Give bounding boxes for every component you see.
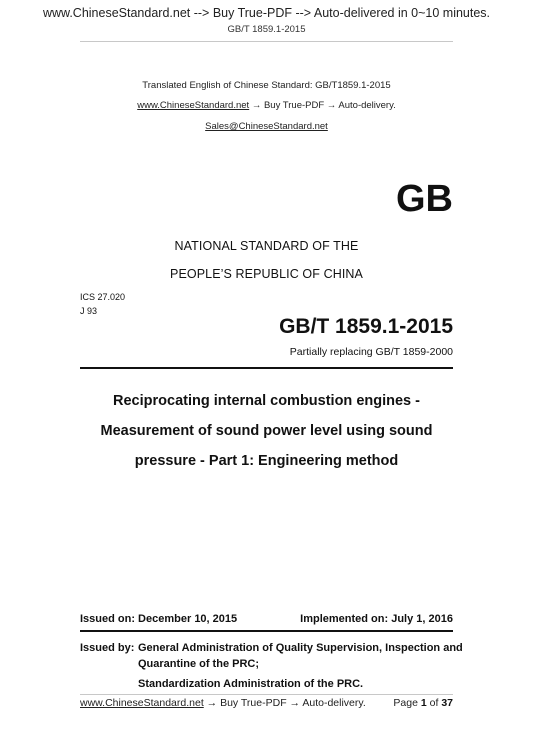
- page-indicator: [393, 697, 453, 709]
- title-divider: [80, 367, 453, 369]
- top-banner: www.ChineseStandard.net --> Buy True-PDF --> Auto-delivered in 0~10 minutes.: [42, 6, 491, 20]
- page-label: Page: [393, 697, 418, 709]
- national-standard-line1: NATIONAL STANDARD OF THE: [174, 239, 359, 253]
- footer-site-link[interactable]: www.ChineseStandard.net: [80, 697, 204, 709]
- footer: [80, 697, 453, 709]
- standard-number: GB/T 1859.1-2015: [279, 315, 453, 338]
- gb-mark: GB: [396, 178, 453, 220]
- footer-rest: → Buy True-PDF → Auto-delivery.: [206, 697, 366, 709]
- national-standard-line2: PEOPLE’S REPUBLIC OF CHINA: [170, 267, 363, 281]
- implemented-date: Implemented on: July 1, 2016: [300, 613, 453, 625]
- title-line-2: Measurement of sound power level using sound: [100, 423, 433, 439]
- issued-date: Issued on: December 10, 2015: [80, 613, 238, 625]
- issuer-line-3: Standardization Administration of the PRC.: [138, 678, 364, 690]
- replacing-note: Partially replacing GB/T 1859-2000: [289, 346, 453, 358]
- page-total: 37: [441, 697, 453, 709]
- translation-line: Translated English of Chinese Standard: GB/T1859.1-2015: [142, 80, 391, 91]
- header-divider: [80, 41, 453, 42]
- issuer-line-1: General Administration of Quality Supervision, Inspection and: [138, 642, 463, 654]
- site-link[interactable]: www.ChineseStandard.net: [137, 100, 250, 111]
- translation-link-rest: → Buy True-PDF → Auto-delivery.: [251, 100, 396, 111]
- issuer-label: Issued by:: [80, 642, 135, 654]
- title-line-1: Reciprocating internal combustion engines -: [113, 393, 420, 409]
- email-line: [0, 121, 533, 132]
- header-standard-code: GB/T 1859.1-2015: [227, 24, 306, 35]
- issuer-line-2: Quarantine of the PRC;: [138, 658, 260, 670]
- of-label: of: [429, 697, 439, 709]
- page-number: 1: [420, 697, 427, 709]
- title-line-3: pressure - Part 1: Engineering method: [134, 453, 399, 469]
- email-link[interactable]: Sales@ChineseStandard.net: [205, 121, 328, 132]
- footer-divider: [80, 694, 453, 695]
- ics-code: ICS 27.020: [80, 292, 126, 302]
- translation-link-line: [0, 100, 533, 111]
- ccs-code: J 93: [80, 306, 98, 316]
- dates-divider: [80, 630, 453, 632]
- dates-row: [80, 613, 453, 625]
